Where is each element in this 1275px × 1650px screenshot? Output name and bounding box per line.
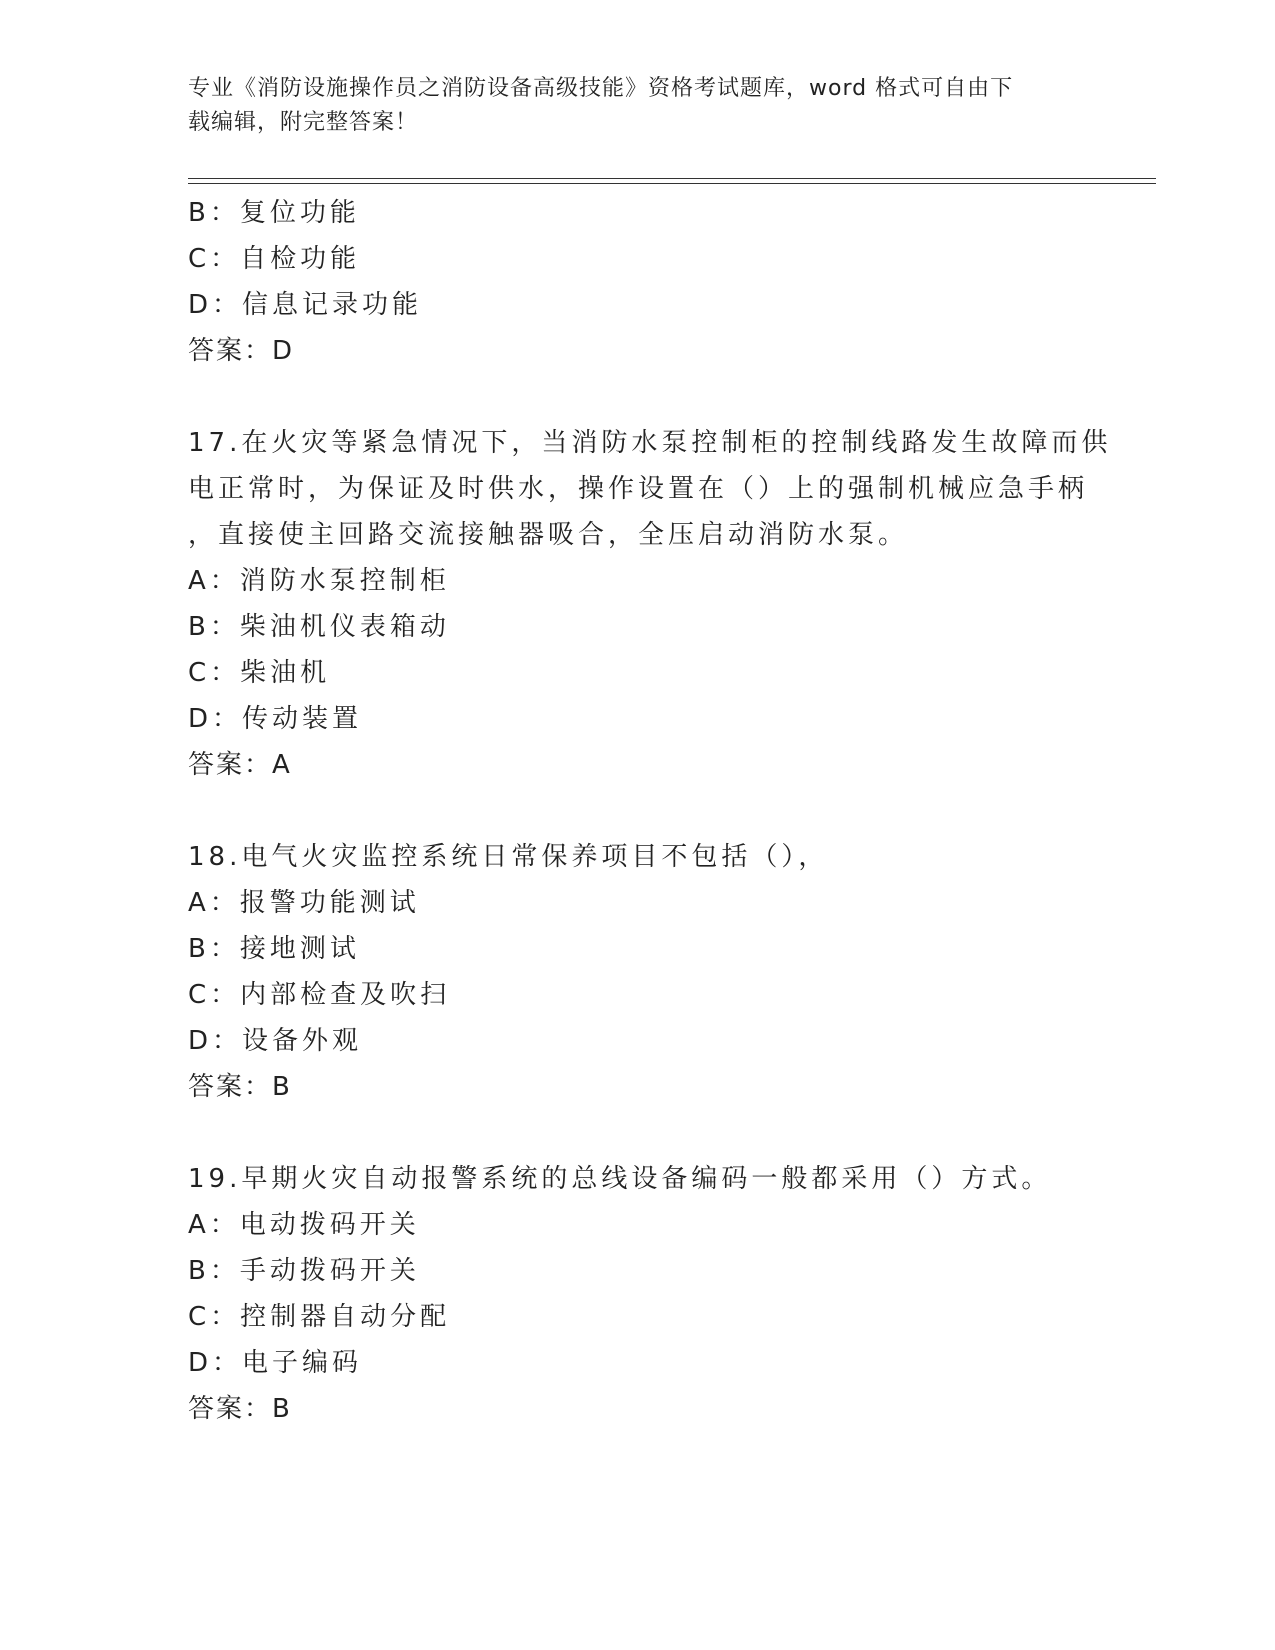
- question-spacer: [188, 788, 1108, 834]
- option-b: B：接地测试: [188, 934, 360, 964]
- question-17: [188, 420, 1112, 788]
- option-c: C：内部检查及吹扫: [188, 980, 451, 1010]
- answer-line: 答案：B: [188, 1072, 292, 1102]
- question-stem-line: 18.电气火灾监控系统日常保养项目不包括（），: [188, 842, 829, 872]
- question-list: [188, 190, 1112, 1432]
- question-19: [188, 1156, 1108, 1432]
- question-spacer: [188, 374, 1108, 420]
- document-header: [188, 72, 1088, 140]
- option-d: D：信息记录功能: [188, 290, 423, 320]
- option-d: D：电子编码: [188, 1348, 363, 1378]
- header-line-2: 载编辑，附完整答案！: [188, 110, 419, 135]
- header-divider-bottom: [188, 183, 1156, 184]
- question-stem-line: 电正常时，为保证及时供水，操作设置在（）上的强制机械应急手柄: [188, 474, 1089, 504]
- question-stem-line: 17.在火灾等紧急情况下，当消防水泵控制柜的控制线路发生故障而供: [188, 428, 1112, 458]
- option-b: B：柴油机仪表箱动: [188, 612, 450, 642]
- question-18: [188, 834, 1108, 1110]
- option-c: C：自检功能: [188, 244, 361, 274]
- question-spacer: [188, 1110, 1108, 1156]
- question-16-continued: [188, 190, 1108, 374]
- option-a: A：电动拨码开关: [188, 1210, 420, 1240]
- question-stem-line: ，直接使主回路交流接触器吸合，全压启动消防水泵。: [188, 520, 909, 550]
- option-d: D：设备外观: [188, 1026, 363, 1056]
- option-b: B：手动拨码开关: [188, 1256, 420, 1286]
- option-a: A：消防水泵控制柜: [188, 566, 450, 596]
- question-stem-line: 19.早期火灾自动报警系统的总线设备编码一般都采用（）方式。: [188, 1164, 1052, 1194]
- header-line-1: 专业《消防设施操作员之消防设备高级技能》资格考试题库，word 格式可自由下: [188, 76, 1014, 101]
- option-c: C：控制器自动分配: [188, 1302, 451, 1332]
- option-c: C：柴油机: [188, 658, 331, 688]
- option-d: D：传动装置: [188, 704, 363, 734]
- answer-line: 答案：B: [188, 1394, 292, 1424]
- header-divider-top: [188, 178, 1156, 179]
- answer-line: 答案：D: [188, 336, 295, 366]
- option-a: A：报警功能测试: [188, 888, 420, 918]
- option-b: B：复位功能: [188, 198, 360, 228]
- answer-line: 答案：A: [188, 750, 292, 780]
